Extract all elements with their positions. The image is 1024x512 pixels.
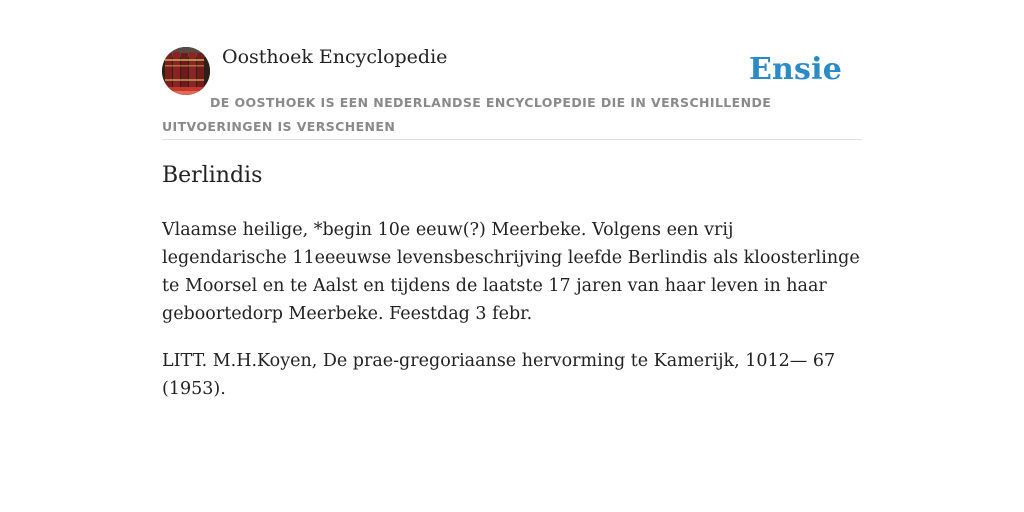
book-spines-icon	[162, 47, 210, 95]
ensie-logo-link[interactable]: Ensie	[748, 52, 842, 87]
site-header	[162, 0, 862, 140]
article-title: Berlindis	[162, 163, 263, 188]
article-paragraph: Vlaamse heilige, *begin 10e eeuw(?) Meerbeke. Volgens een vrij legendarische 11eeeuwse levensbeschrijving leefde Berlindis als kloosterlinge te Moorsel en te Aalst en tijdens de laatste 17 jaren van haar leven in haar geboortedorp Meerbeke. Feestdag 3 febr.	[162, 220, 860, 324]
site-tagline: DE OOSTHOEK IS EEN NEDERLANDSE ENCYCLOPEDIE DIE IN VERSCHILLENDE UITVOERINGEN IS VERSCHENEN	[162, 95, 772, 134]
page-container	[162, 0, 862, 399]
encyclopedia-avatar[interactable]	[162, 47, 210, 95]
article-literature: LITT. M.H.Koyen, De prae-gregoriaanse hervorming te Kamerijk, 1012— 67 (1953).	[162, 351, 836, 399]
site-title[interactable]: Oosthoek Encyclopedie	[222, 46, 448, 68]
article-body	[162, 216, 862, 422]
